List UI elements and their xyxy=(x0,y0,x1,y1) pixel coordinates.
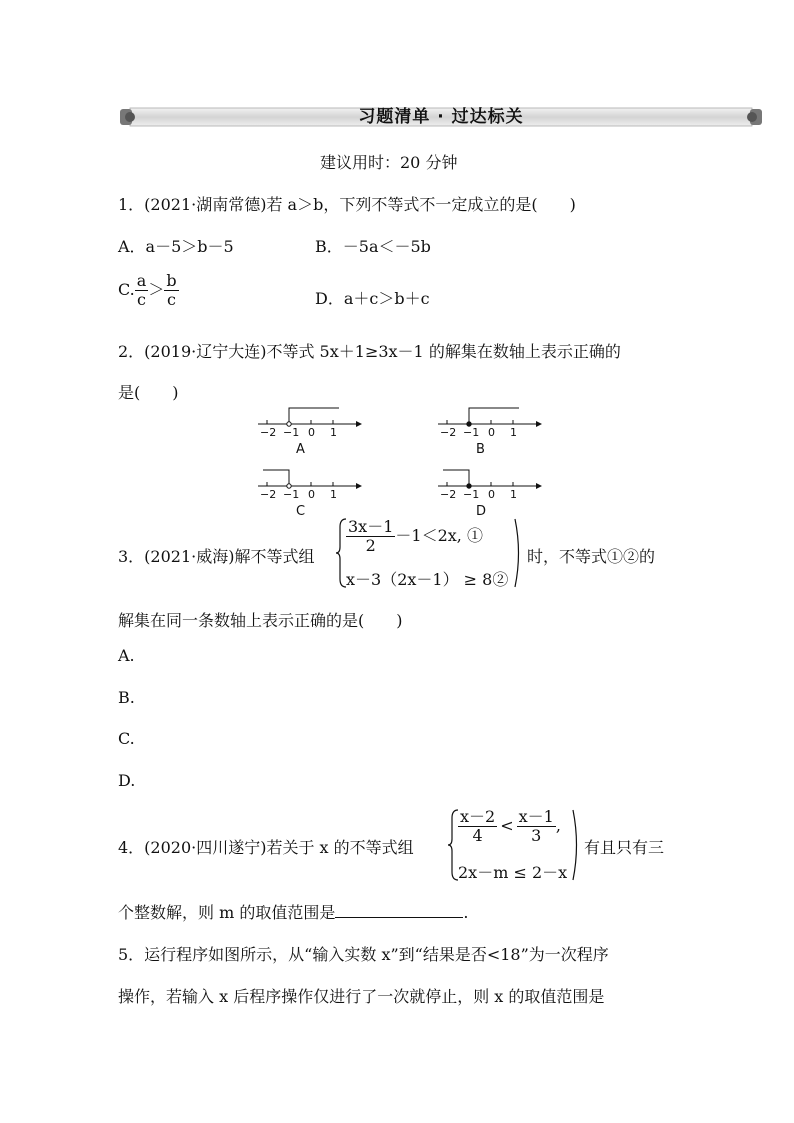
q5-line1: 5．运行程序如图所示，从“输入实数 x”到“结果是否<18”为一次程序 xyxy=(118,945,609,964)
q4-comma: , xyxy=(555,816,561,835)
figure-label-a: A xyxy=(296,442,305,457)
tick-label: −2 xyxy=(440,488,457,501)
q4-frac-2: $\frac{x-1}{3}$ xyxy=(518,807,554,845)
q4-right-paren xyxy=(571,808,583,882)
tick-label: 1 xyxy=(330,488,337,501)
q4-frac-1: $\frac{x-2}{4}$ xyxy=(460,807,496,845)
q3-option-c: C. xyxy=(118,729,135,748)
tick-label: 0 xyxy=(308,488,315,501)
tick-label: 0 xyxy=(488,426,495,439)
q3-inequality-2: x－3（2x－1） ≥ 8② xyxy=(346,570,509,589)
q3-option-b: B. xyxy=(118,688,135,707)
q3-right-paren xyxy=(513,517,525,589)
q1-option-a: A．a－5＞b－5 xyxy=(118,237,234,256)
tick-label: 0 xyxy=(308,426,315,439)
figure-label-b: B xyxy=(476,442,485,457)
q2-stem-line2: 是( ) xyxy=(118,383,179,402)
q4-operator: < xyxy=(500,816,514,835)
q3-frac: $\frac{3x-1}{2}$ xyxy=(348,517,394,555)
q1-option-c xyxy=(118,272,179,309)
figure-label-c: C xyxy=(296,504,306,519)
tick-label: −1 xyxy=(283,488,300,501)
number-line-d xyxy=(438,470,542,519)
number-line-a xyxy=(258,408,362,457)
q4-stem-line2 xyxy=(118,900,468,923)
tick-label: 0 xyxy=(488,488,495,501)
q1-frac-b-over-c: $\frac{b}{c}$ xyxy=(166,271,177,309)
section-banner xyxy=(118,104,764,130)
q5-line2: 操作，若输入 x 后程序操作仅进行了一次就停止，则 x 的取值范围是 xyxy=(118,987,605,1006)
figure-label-d: D xyxy=(476,504,487,519)
q3-option-d: D. xyxy=(118,771,136,790)
tick-label: −1 xyxy=(463,426,480,439)
tick-label: −2 xyxy=(440,426,457,439)
tick-label: −2 xyxy=(260,426,277,439)
banner-title: 习题清单 · 过达标关 xyxy=(358,107,524,127)
q1-stem: 1．(2021·湖南常德)若 a＞b，下列不等式不一定成立的是( ) xyxy=(118,195,576,214)
q3-line1-rest: －1＜2x, ① xyxy=(395,526,483,545)
tick-label: −1 xyxy=(463,488,480,501)
q1-option-c-label: C. xyxy=(118,280,135,299)
q2-number-line-figures xyxy=(250,402,550,520)
q4-prefix: 4．(2020·四川遂宁)若关于 x 的不等式组 xyxy=(118,838,414,857)
q3-stem-line2: 解集在同一条数轴上表示正确的是( ) xyxy=(118,611,403,630)
tick-label: −2 xyxy=(260,488,277,501)
tick-label: −1 xyxy=(283,426,300,439)
number-line-b xyxy=(438,408,542,457)
q2-stem: 2．(2019·辽宁大连)不等式 5x＋1≥3x－1 的解集在数轴上表示正确的 xyxy=(118,342,621,361)
q3-prefix: 3．(2021·威海)解不等式组 xyxy=(118,547,315,566)
q1-option-d: D．a＋c＞b＋c xyxy=(315,289,430,308)
tick-label: 1 xyxy=(330,426,337,439)
time-note: 建议用时：20 分钟 xyxy=(320,153,458,172)
tick-label: 1 xyxy=(510,426,517,439)
q3-option-a: A. xyxy=(118,646,135,665)
q4-stem2-text: 个整数解，则 m 的取值范围是 xyxy=(118,903,336,922)
q1-option-b: B．－5a＜－5b xyxy=(315,237,431,256)
q4-inequality-1 xyxy=(458,808,561,845)
q1-c-operator: ＞ xyxy=(148,280,165,299)
q3-suffix: 时，不等式①②的 xyxy=(527,547,656,566)
q1-frac-a-over-c: $\frac{a}{c}$ xyxy=(136,271,147,309)
q4-suffix: 有且只有三 xyxy=(584,838,665,857)
q4-answer-blank[interactable] xyxy=(335,903,463,918)
q3-inequality-1 xyxy=(346,518,483,555)
q4-inequality-2: 2x－m ≤ 2－x xyxy=(458,863,568,882)
number-line-c xyxy=(258,470,362,519)
q4-period: . xyxy=(463,903,469,922)
tick-label: 1 xyxy=(510,488,517,501)
